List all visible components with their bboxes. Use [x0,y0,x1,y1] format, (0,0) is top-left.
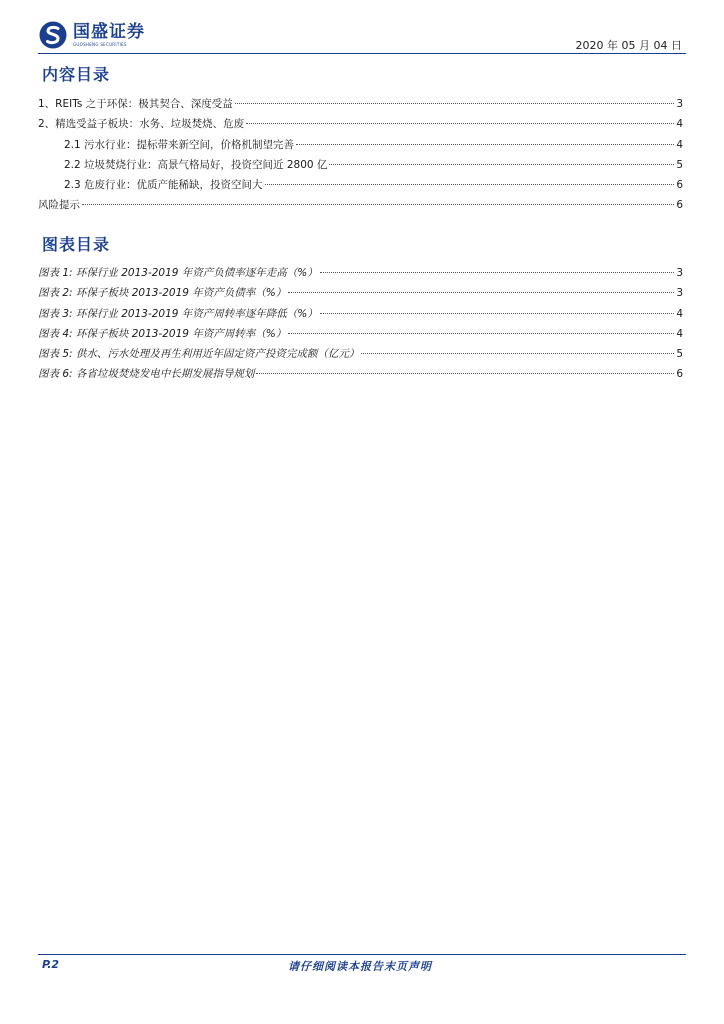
leader-dots [256,373,674,374]
figure-entry-page: 4 [676,307,683,320]
figure-entry[interactable] [38,366,683,386]
toc-entry-page: 6 [676,179,683,192]
footer-disclaimer: 请仔细阅读本报告末页声明 [288,960,432,973]
toc-subentry[interactable] [38,177,683,197]
toc-entry-page: 4 [676,138,683,151]
toc-entry-label: 2.2 垃圾焚烧行业：高景气格局好，投资空间近 2800 亿 [64,158,328,171]
figures-list [38,265,683,387]
toc-subentry[interactable] [38,137,683,157]
figure-entry-label: 图表 1: 环保行业 2013-2019 年资产负债率逐年走高（%） [38,267,318,279]
toc-entry-page: 5 [676,158,683,171]
toc-entry-page: 4 [676,118,683,131]
contents-title: 内容目录 [42,65,111,84]
toc-entry[interactable] [38,96,683,116]
toc-entry-label: 2.1 污水行业：提标带来新空间，价格机制望完善 [64,138,295,151]
toc-entry[interactable] [38,197,683,217]
toc-subentry[interactable] [38,157,683,177]
figure-entry-label: 图表 5: 供水、污水处理及再生利用近年固定资产投资完成额（亿元） [38,348,360,361]
figure-entry[interactable] [38,346,683,366]
figures-title: 图表目录 [42,235,111,254]
company-logo [38,20,145,50]
figure-entry[interactable] [38,306,683,326]
figure-entry[interactable] [38,265,683,285]
figure-entry-page: 4 [676,327,683,340]
logo-chinese-name: 国盛证券 [73,21,145,42]
logo-english-name: GUOSHENG SECURITIES [73,41,127,47]
figure-entry-label: 图表 3: 环保行业 2013-2019 年资产周转率逐年降低（%） [38,307,318,320]
figure-entry[interactable] [38,285,683,305]
leader-dots [235,103,675,104]
toc-entry-label: 2、精选受益子板块：水务、垃圾焚烧、危废 [38,118,245,131]
leader-dots [296,144,674,145]
figure-entry-page: 3 [676,287,683,300]
page-header [38,18,686,56]
toc-entry-page: 3 [676,98,683,110]
toc-entry-page: 6 [676,199,683,212]
figure-entry-page: 6 [676,368,683,381]
leader-dots [320,272,675,273]
toc-entry-label: 1、REITs 之于环保：极其契合、深度受益 [38,98,233,110]
figure-entry-label: 图表 6: 各省垃圾焚烧发电中长期发展指导规划 [38,368,255,381]
toc-entry-label: 2.3 危废行业：优质产能稀缺，投资空间大 [64,179,263,192]
logo-icon [38,20,68,50]
leader-dots [329,164,674,165]
leader-dots [246,123,674,124]
figure-entry-label: 图表 4: 环保子板块 2013-2019 年资产周转率（%） [38,327,287,340]
report-date: 2020 年 05 月 04 日 [575,39,682,52]
leader-dots [265,184,675,185]
page-number: P.2 [42,958,60,971]
leader-dots [320,313,675,314]
toc-entry[interactable] [38,116,683,136]
header-divider [38,53,686,54]
footer-divider [38,954,686,955]
figure-entry-page: 3 [676,267,683,279]
leader-dots [288,333,674,334]
contents-list [38,96,683,218]
figure-entry-page: 5 [676,348,683,361]
leader-dots [82,204,674,205]
figure-entry[interactable] [38,326,683,346]
leader-dots [288,292,674,293]
leader-dots [361,353,674,354]
toc-entry-label: 风险提示 [38,199,80,212]
figure-entry-label: 图表 2: 环保子板块 2013-2019 年资产负债率（%） [38,287,287,300]
